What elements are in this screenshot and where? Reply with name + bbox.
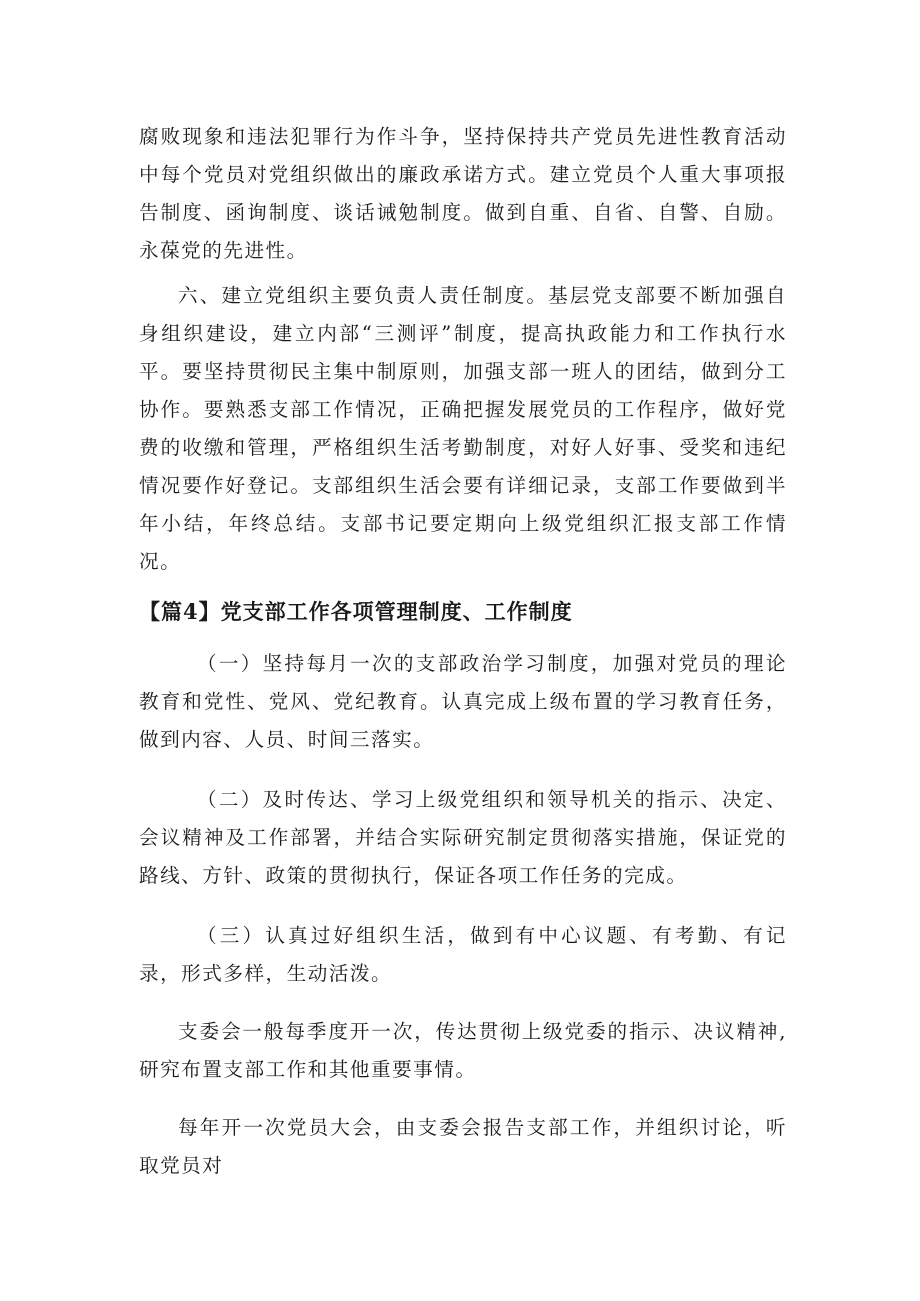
paragraph-section-six: 六、建立党组织主要负责人责任制度。基层党支部要不断加强自身组织建设，建立内部“三测评”制度，提高执政能力和工作执行水平。要坚持贯彻民主集中制原则，加强支部一班人的团结，做到分工协作。要熟悉支部工作情况，正确把握发展党员的工作程序，做好党费的收缴和管理，严格组织生活考勤制度，对好人好事、受奖和违纪情况要作好登记。支部组织生活会要有详细记录，支部工作要做到半年小结，年终总结。支部书记要定期向上级党组织汇报支部工作情况。 bbox=[139, 284, 787, 573]
paragraph-branch-committee: 支委会一般每季度开一次，传达贯彻上级党委的指示、决议精神,研究布置支部工作和其他重要事情。 bbox=[139, 1020, 787, 1081]
heading-prefix: 【篇 bbox=[139, 599, 183, 624]
rule-item-two: （二）及时传达、学习上级党组织和领导机关的指示、决定、会议精神及工作部署，并结合实际研究制定贯彻落实措施，保证党的路线、方针、政策的贯彻执行，保证各项工作任务的完成。 bbox=[139, 788, 787, 887]
heading-title: 】党支部工作各项管理制度、工作制度 bbox=[198, 599, 573, 624]
rule-item-three: （三）认真过好组织生活，做到有中心议题、有考勤、有记录，形式多样，生动活泼。 bbox=[139, 924, 787, 985]
section-heading bbox=[139, 593, 787, 631]
heading-number: 4 bbox=[183, 599, 199, 624]
document-page bbox=[139, 118, 787, 1185]
rule-item-one: （一）坚持每月一次的支部政治学习制度，加强对党员的理论教育和党性、党风、党纪教育。认真完成上级布置的学习教育任务，做到内容、人员、时间三落实。 bbox=[139, 652, 787, 751]
paragraph-continuation: 腐败现象和违法犯罪行为作斗争，坚持保持共产党员先进性教育活动中每个党员对党组织做出的廉政承诺方式。建立党员个人重大事项报告制度、函询制度、谈话诫勉制度。做到自重、自省、自警、自励。永葆党的先进性。 bbox=[139, 125, 787, 262]
paragraph-member-assembly: 每年开一次党员大会，由支委会报告支部工作，并组织讨论，听取党员对 bbox=[139, 1116, 787, 1177]
